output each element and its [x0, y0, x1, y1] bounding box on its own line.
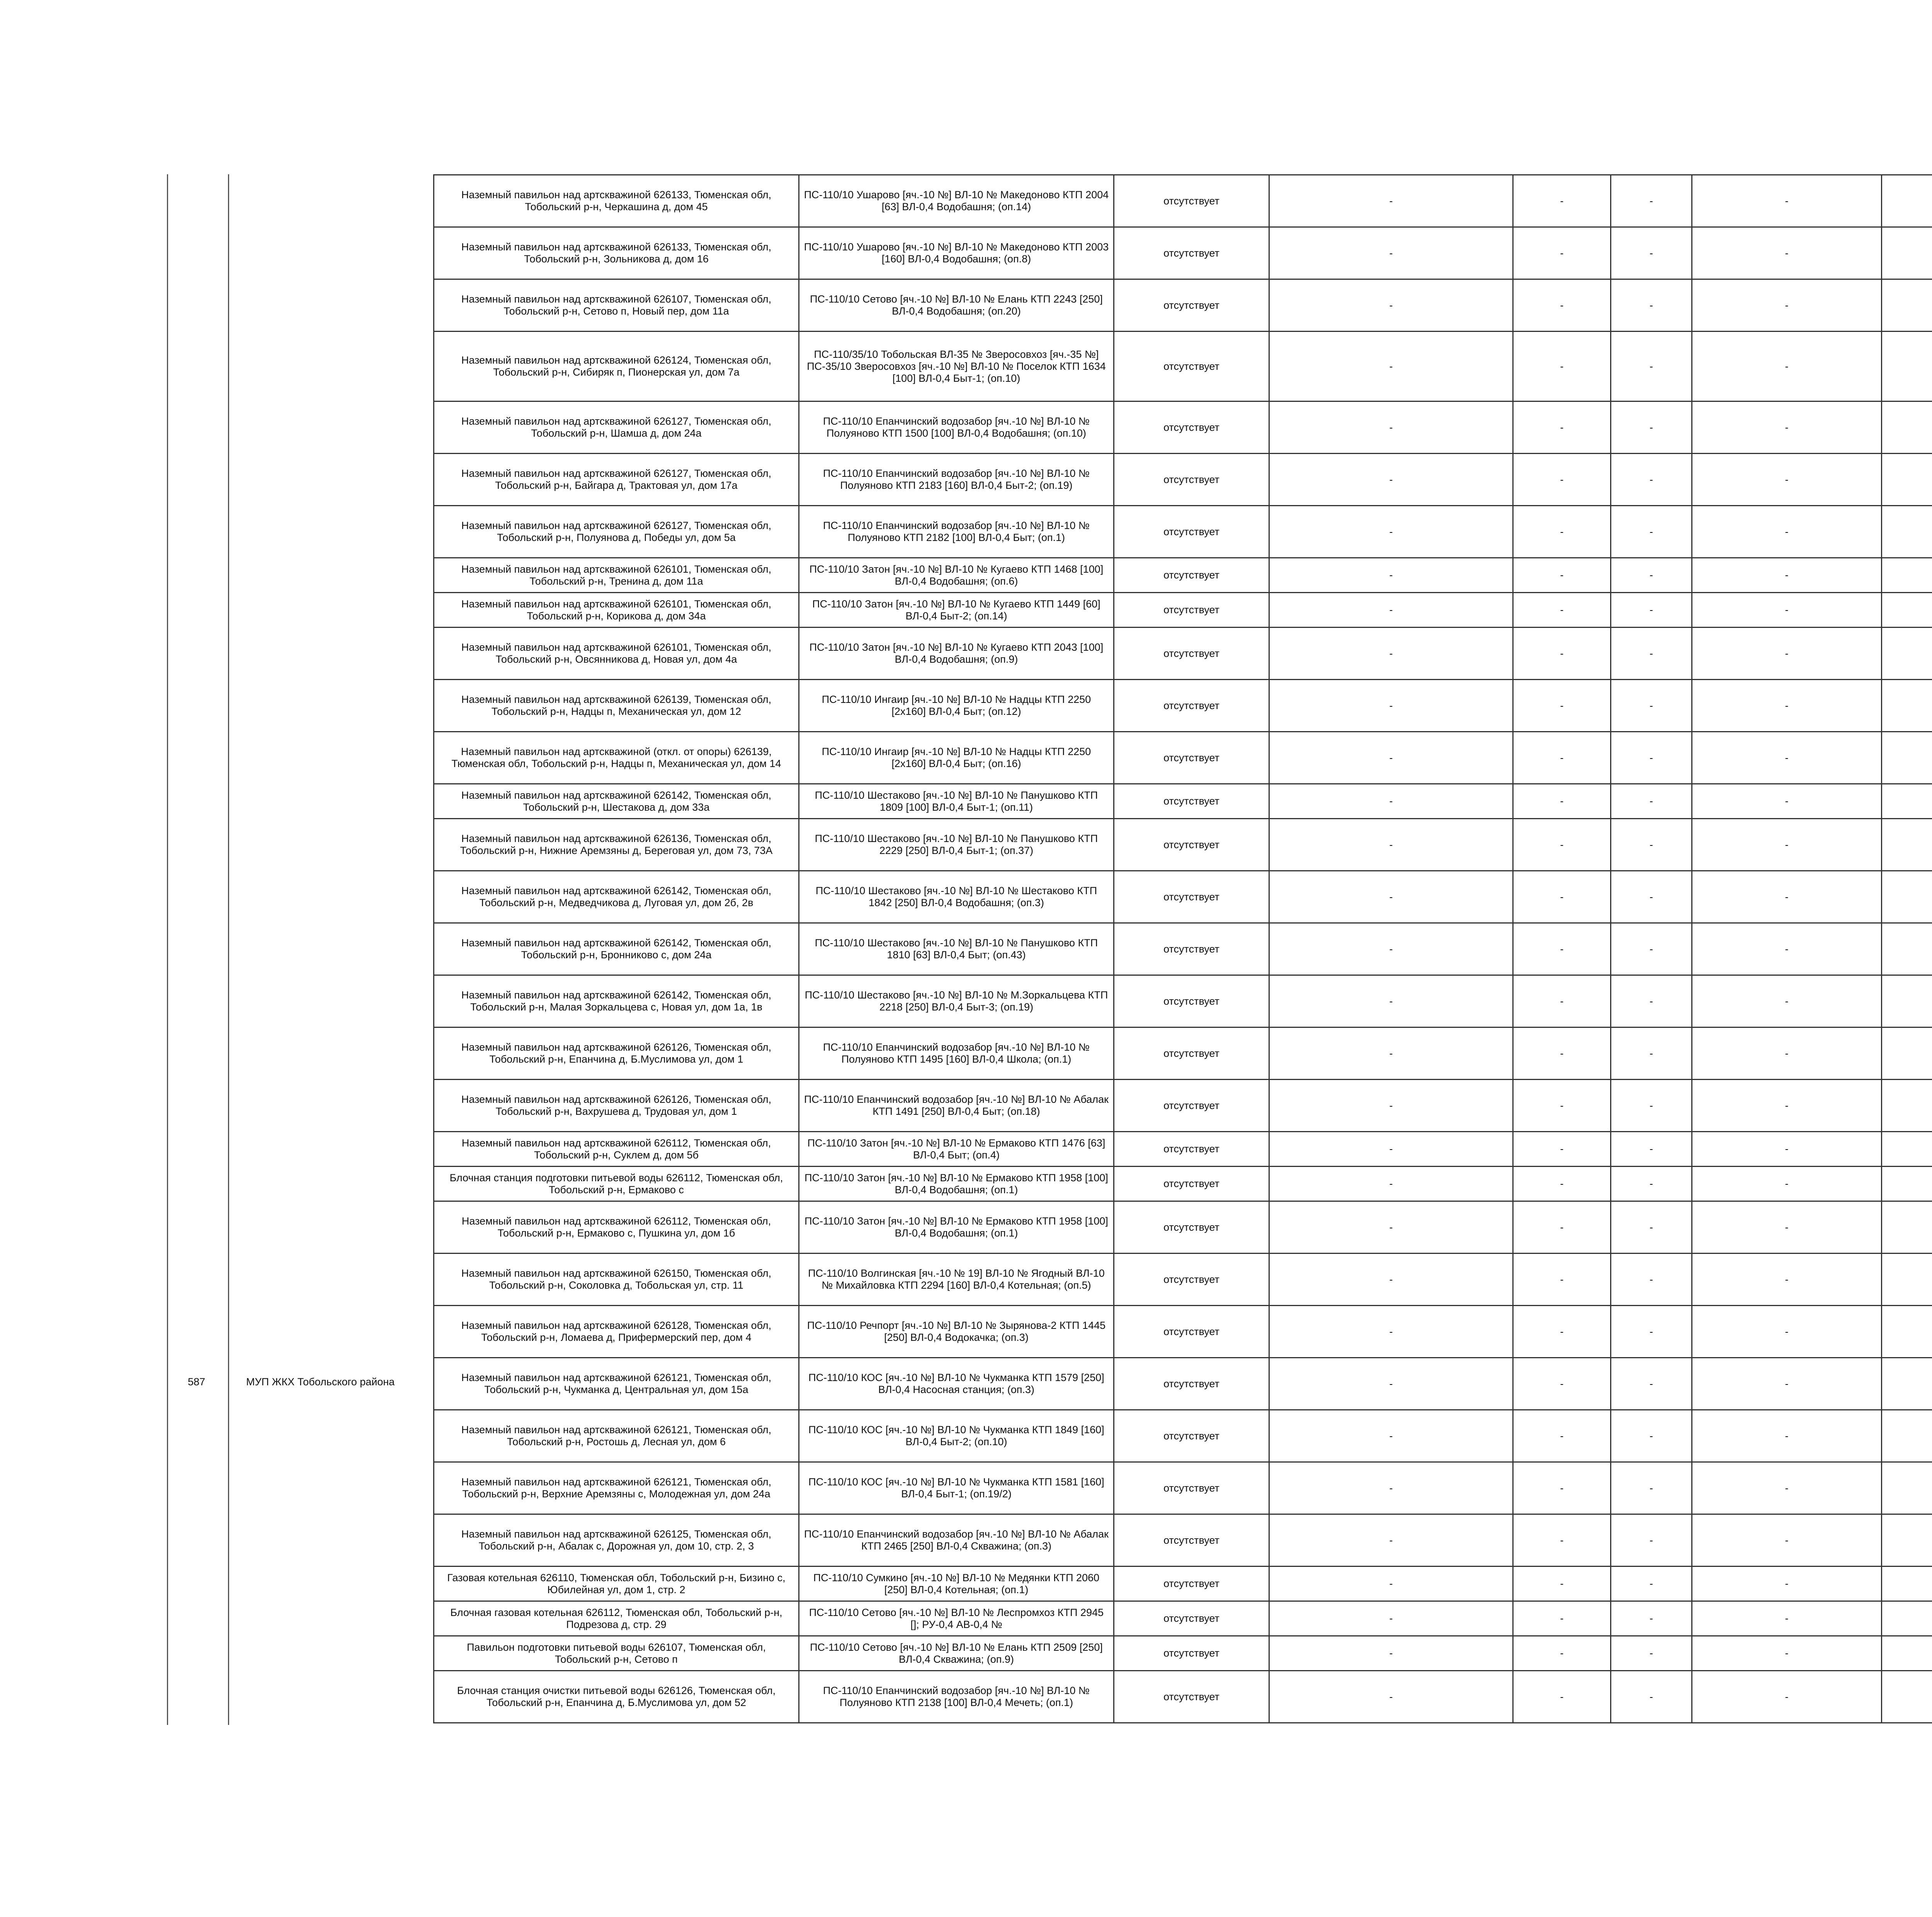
empty-value-cell: - [1692, 1201, 1882, 1254]
empty-value-cell: - [1269, 784, 1513, 819]
empty-value-cell: - [1269, 1080, 1513, 1132]
empty-value-cell [1882, 1358, 1932, 1410]
supply-cell: ПС-110/10 Речпорт [яч.-10 №] ВЛ-10 № Зырянова-2 КТП 1445 [250] ВЛ-0,4 Водокачка; (оп.3) [799, 1306, 1114, 1358]
empty-value-cell: - [1692, 1358, 1882, 1410]
empty-value-cell [1882, 1167, 1932, 1201]
empty-value-cell [1882, 1601, 1932, 1636]
supply-cell: ПС-110/10 Шестаково [яч.-10 №] ВЛ-10 № Шестаково КТП 1842 [250] ВЛ-0,4 Водобашня; (оп.3) [799, 871, 1114, 923]
empty-value-cell: - [1269, 1358, 1513, 1410]
empty-value-cell [1882, 819, 1932, 871]
object-cell: Наземный павильон над артскважиной 626142, Тюменская обл, Тобольский р-н, Бронниково с, дом 24а [434, 923, 799, 975]
empty-value-cell: - [1692, 279, 1882, 332]
empty-value-cell: - [1513, 1254, 1611, 1306]
table-row [434, 1462, 1932, 1514]
empty-value-cell: - [1692, 506, 1882, 558]
empty-value-cell: - [1611, 1132, 1692, 1167]
supply-cell: ПС-110/35/10 Тобольская ВЛ-35 № Зверосовхоз [яч.-35 №] ПС-35/10 Зверосовхоз [яч.-10 №] ВЛ-10 № Поселок КТП 1634 [100] ВЛ-0,4 Быт-1; (оп.10) [799, 332, 1114, 401]
supply-cell: ПС-110/10 Епанчинский водозабор [яч.-10 №] ВЛ-10 № Полуяново КТП 1495 [160] ВЛ-0,4 Школа; (оп.1) [799, 1027, 1114, 1080]
supply-cell: ПС-110/10 КОС [яч.-10 №] ВЛ-10 № Чукманка КТП 1579 [250] ВЛ-0,4 Насосная станция; (оп.3) [799, 1358, 1114, 1410]
empty-value-cell [1882, 1671, 1932, 1723]
table-row [434, 1636, 1932, 1671]
status-cell: отсутствует [1114, 923, 1269, 975]
empty-value-cell: - [1692, 1306, 1882, 1358]
empty-value-cell: - [1611, 1201, 1692, 1254]
status-cell: отсутствует [1114, 558, 1269, 593]
empty-value-cell: - [1269, 332, 1513, 401]
empty-value-cell: - [1269, 1567, 1513, 1601]
status-cell: отсутствует [1114, 871, 1269, 923]
supply-cell: ПС-110/10 Затон [яч.-10 №] ВЛ-10 № Кугаево КТП 2043 [100] ВЛ-0,4 Водобашня; (оп.9) [799, 628, 1114, 680]
table-row [434, 1358, 1932, 1410]
supply-cell: ПС-110/10 Затон [яч.-10 №] ВЛ-10 № Ермаково КТП 1958 [100] ВЛ-0,4 Водобашня; (оп.1) [799, 1201, 1114, 1254]
empty-value-cell: - [1513, 680, 1611, 732]
status-cell: отсутствует [1114, 454, 1269, 506]
empty-value-cell [1882, 454, 1932, 506]
empty-value-cell: - [1269, 1201, 1513, 1254]
supply-cell: ПС-110/10 Затон [яч.-10 №] ВЛ-10 № Кугаево КТП 1468 [100] ВЛ-0,4 Водобашня; (оп.6) [799, 558, 1114, 593]
status-cell: отсутствует [1114, 506, 1269, 558]
empty-value-cell [1882, 871, 1932, 923]
empty-value-cell: - [1611, 923, 1692, 975]
empty-value-cell: - [1269, 732, 1513, 784]
supply-cell: ПС-110/10 Сетово [яч.-10 №] ВЛ-10 № Елань КТП 2243 [250] ВЛ-0,4 Водобашня; (оп.20) [799, 279, 1114, 332]
empty-value-cell [1882, 628, 1932, 680]
table-row [434, 1671, 1932, 1723]
object-cell: Блочная станция очистки питьевой воды 626126, Тюменская обл, Тобольский р-н, Епанчина д, Б.Муслимова ул, дом 52 [434, 1671, 799, 1723]
empty-value-cell: - [1692, 332, 1882, 401]
table-row [434, 1167, 1932, 1201]
empty-value-cell: - [1269, 1410, 1513, 1462]
column-divider-line [228, 174, 229, 1725]
empty-value-cell: - [1513, 732, 1611, 784]
status-cell: отсутствует [1114, 593, 1269, 628]
empty-value-cell: - [1692, 1254, 1882, 1306]
empty-value-cell: - [1692, 819, 1882, 871]
empty-value-cell: - [1692, 871, 1882, 923]
object-cell: Наземный павильон над артскважиной 626128, Тюменская обл, Тобольский р-н, Ломаева д, Прифермерский пер, дом 4 [434, 1306, 799, 1358]
empty-value-cell: - [1692, 1601, 1882, 1636]
empty-value-cell: - [1611, 871, 1692, 923]
table-row [434, 732, 1932, 784]
empty-value-cell: - [1611, 1671, 1692, 1723]
object-cell: Наземный павильон над артскважиной 626101, Тюменская обл, Тобольский р-н, Корикова д, дом 34а [434, 593, 799, 628]
empty-value-cell [1882, 1027, 1932, 1080]
empty-value-cell: - [1513, 1132, 1611, 1167]
empty-value-cell [1882, 1201, 1932, 1254]
table-row [434, 1254, 1932, 1306]
empty-value-cell: - [1692, 680, 1882, 732]
supply-cell: ПС-110/10 Ушарово [яч.-10 №] ВЛ-10 № Македоново КТП 2003 [160] ВЛ-0,4 Водобашня; (оп.8) [799, 227, 1114, 279]
empty-value-cell: - [1269, 819, 1513, 871]
object-cell: Наземный павильон над артскважиной 626127, Тюменская обл, Тобольский р-н, Шамша д, дом 24а [434, 401, 799, 454]
empty-value-cell: - [1692, 1671, 1882, 1723]
empty-value-cell: - [1692, 923, 1882, 975]
status-cell: отсутствует [1114, 1567, 1269, 1601]
empty-value-cell: - [1692, 975, 1882, 1027]
empty-value-cell: - [1269, 680, 1513, 732]
empty-value-cell: - [1611, 1636, 1692, 1671]
empty-value-cell: - [1692, 732, 1882, 784]
empty-value-cell: - [1692, 454, 1882, 506]
empty-value-cell: - [1513, 1514, 1611, 1567]
empty-value-cell [1882, 975, 1932, 1027]
empty-value-cell: - [1269, 1671, 1513, 1723]
empty-value-cell: - [1611, 506, 1692, 558]
table-row [434, 558, 1932, 593]
empty-value-cell: - [1269, 628, 1513, 680]
empty-value-cell: - [1692, 1567, 1882, 1601]
status-cell: отсутствует [1114, 1462, 1269, 1514]
object-cell: Блочная газовая котельная 626112, Тюменская обл, Тобольский р-н, Подрезова д, стр. 29 [434, 1601, 799, 1636]
table-row [434, 227, 1932, 279]
supply-cell: ПС-110/10 Шестаково [яч.-10 №] ВЛ-10 № Панушково КТП 1810 [63] ВЛ-0,4 Быт; (оп.43) [799, 923, 1114, 975]
empty-value-cell: - [1513, 401, 1611, 454]
empty-value-cell: - [1513, 975, 1611, 1027]
status-cell: отсутствует [1114, 1514, 1269, 1567]
status-cell: отсутствует [1114, 1254, 1269, 1306]
empty-value-cell: - [1611, 454, 1692, 506]
status-cell: отсутствует [1114, 680, 1269, 732]
empty-value-cell: - [1269, 923, 1513, 975]
empty-value-cell: - [1611, 1567, 1692, 1601]
empty-value-cell: - [1692, 175, 1882, 227]
table-row [434, 279, 1932, 332]
object-cell: Блочная станция подготовки питьевой воды 626112, Тюменская обл, Тобольский р-н, Ермаково с [434, 1167, 799, 1201]
empty-value-cell: - [1513, 1567, 1611, 1601]
empty-value-cell: - [1611, 1514, 1692, 1567]
object-cell: Наземный павильон над артскважиной 626107, Тюменская обл, Тобольский р-н, Сетово п, Новый пер, дом 11а [434, 279, 799, 332]
empty-value-cell: - [1611, 732, 1692, 784]
empty-value-cell: - [1513, 923, 1611, 975]
supply-cell: ПС-110/10 Ушарово [яч.-10 №] ВЛ-10 № Македоново КТП 2004 [63] ВЛ-0,4 Водобашня; (оп.14) [799, 175, 1114, 227]
status-cell: отсутствует [1114, 279, 1269, 332]
empty-value-cell [1882, 784, 1932, 819]
table-body [434, 175, 1932, 1723]
empty-value-cell [1882, 923, 1932, 975]
empty-value-cell: - [1513, 1410, 1611, 1462]
empty-value-cell: - [1513, 1601, 1611, 1636]
empty-value-cell: - [1692, 593, 1882, 628]
empty-value-cell: - [1513, 1080, 1611, 1132]
empty-value-cell: - [1269, 227, 1513, 279]
supply-cell: ПС-110/10 Шестаково [яч.-10 №] ВЛ-10 № М.Зоркальцева КТП 2218 [250] ВЛ-0,4 Быт-3; (оп.19) [799, 975, 1114, 1027]
empty-value-cell [1882, 732, 1932, 784]
table-row [434, 1132, 1932, 1167]
empty-value-cell [1882, 680, 1932, 732]
empty-value-cell: - [1611, 1306, 1692, 1358]
empty-value-cell: - [1269, 871, 1513, 923]
empty-value-cell [1882, 1080, 1932, 1132]
empty-value-cell [1882, 1132, 1932, 1167]
empty-value-cell: - [1692, 227, 1882, 279]
empty-value-cell: - [1269, 279, 1513, 332]
empty-value-cell: - [1611, 279, 1692, 332]
empty-value-cell: - [1513, 506, 1611, 558]
status-cell: отсутствует [1114, 1601, 1269, 1636]
row-number: 587 [188, 1376, 206, 1388]
empty-value-cell: - [1611, 1080, 1692, 1132]
table-row [434, 975, 1932, 1027]
supply-cell: ПС-110/10 Сумкино [яч.-10 №] ВЛ-10 № Медянки КТП 2060 [250] ВЛ-0,4 Котельная; (оп.1) [799, 1567, 1114, 1601]
empty-value-cell: - [1269, 1462, 1513, 1514]
empty-value-cell: - [1269, 1601, 1513, 1636]
empty-value-cell: - [1611, 1167, 1692, 1201]
supply-cell: ПС-110/10 Ингаир [яч.-10 №] ВЛ-10 № Надцы КТП 2250 [2х160] ВЛ-0,4 Быт; (оп.16) [799, 732, 1114, 784]
supply-cell: ПС-110/10 Епанчинский водозабор [яч.-10 №] ВЛ-10 № Полуяново КТП 1500 [100] ВЛ-0,4 Водобашня; (оп.10) [799, 401, 1114, 454]
empty-value-cell: - [1513, 1358, 1611, 1410]
object-cell: Наземный павильон над артскважиной 626139, Тюменская обл, Тобольский р-н, Надцы п, Механическая ул, дом 12 [434, 680, 799, 732]
supply-cell: ПС-110/10 Волгинская [яч.-10 № 19] ВЛ-10 № Ягодный ВЛ-10 № Михайловка КТП 2294 [160] ВЛ-0,4 Котельная; (оп.5) [799, 1254, 1114, 1306]
empty-value-cell: - [1611, 1462, 1692, 1514]
supply-cell: ПС-110/10 Затон [яч.-10 №] ВЛ-10 № Ермаково КТП 1476 [63] ВЛ-0,4 Быт; (оп.4) [799, 1132, 1114, 1167]
table-row [434, 871, 1932, 923]
table-row [434, 454, 1932, 506]
object-cell: Наземный павильон над артскважиной 626112, Тюменская обл, Тобольский р-н, Ермаково с, Пушкина ул, дом 1б [434, 1201, 799, 1254]
empty-value-cell: - [1513, 1306, 1611, 1358]
status-cell: отсутствует [1114, 401, 1269, 454]
empty-value-cell: - [1513, 1462, 1611, 1514]
object-cell: Наземный павильон над артскважиной 626133, Тюменская обл, Тобольский р-н, Черкашина д, дом 45 [434, 175, 799, 227]
table-row [434, 175, 1932, 227]
object-cell: Наземный павильон над артскважиной 626121, Тюменская обл, Тобольский р-н, Верхние Аремзяны с, Молодежная ул, дом 24а [434, 1462, 799, 1514]
table-row [434, 784, 1932, 819]
supply-cell: ПС-110/10 Епанчинский водозабор [яч.-10 №] ВЛ-10 № Абалак КТП 2465 [250] ВЛ-0,4 Скважина; (оп.3) [799, 1514, 1114, 1567]
table-row [434, 1567, 1932, 1601]
empty-value-cell: - [1692, 1167, 1882, 1201]
status-cell: отсутствует [1114, 1636, 1269, 1671]
table-row [434, 1306, 1932, 1358]
empty-value-cell: - [1611, 1254, 1692, 1306]
table-row [434, 680, 1932, 732]
empty-value-cell: - [1611, 558, 1692, 593]
empty-value-cell: - [1611, 1601, 1692, 1636]
empty-value-cell: - [1692, 558, 1882, 593]
table-row [434, 923, 1932, 975]
table-row [434, 1080, 1932, 1132]
empty-value-cell: - [1269, 1167, 1513, 1201]
empty-value-cell [1882, 1514, 1932, 1567]
empty-value-cell: - [1513, 227, 1611, 279]
empty-value-cell [1882, 227, 1932, 279]
empty-value-cell [1882, 558, 1932, 593]
object-cell: Наземный павильон над артскважиной (откл. от опоры) 626139, Тюменская обл, Тобольский р-н, Надцы п, Механическая ул, дом 14 [434, 732, 799, 784]
empty-value-cell: - [1269, 593, 1513, 628]
empty-value-cell: - [1692, 1410, 1882, 1462]
object-cell: Наземный павильон над артскважиной 626126, Тюменская обл, Тобольский р-н, Вахрушева д, Трудовая ул, дом 1 [434, 1080, 799, 1132]
empty-value-cell: - [1611, 227, 1692, 279]
empty-value-cell [1882, 279, 1932, 332]
supply-cell: ПС-110/10 КОС [яч.-10 №] ВЛ-10 № Чукманка КТП 1849 [160] ВЛ-0,4 Быт-2; (оп.10) [799, 1410, 1114, 1462]
empty-value-cell: - [1692, 1080, 1882, 1132]
empty-value-cell: - [1513, 1636, 1611, 1671]
empty-value-cell: - [1692, 1636, 1882, 1671]
empty-value-cell: - [1269, 175, 1513, 227]
supply-cell: ПС-110/10 Епанчинский водозабор [яч.-10 №] ВЛ-10 № Абалак КТП 1491 [250] ВЛ-0,4 Быт; (оп.18) [799, 1080, 1114, 1132]
empty-value-cell: - [1269, 1636, 1513, 1671]
status-cell: отсутствует [1114, 819, 1269, 871]
empty-value-cell: - [1269, 1254, 1513, 1306]
status-cell: отсутствует [1114, 1167, 1269, 1201]
table-row [434, 593, 1932, 628]
empty-value-cell: - [1513, 593, 1611, 628]
object-cell: Наземный павильон над артскважиной 626101, Тюменская обл, Тобольский р-н, Овсянникова д, Новая ул, дом 4а [434, 628, 799, 680]
object-cell: Газовая котельная 626110, Тюменская обл, Тобольский р-н, Бизино с, Юбилейная ул, дом 1, стр. 2 [434, 1567, 799, 1601]
empty-value-cell: - [1513, 558, 1611, 593]
supply-cell: ПС-110/10 Ингаир [яч.-10 №] ВЛ-10 № Надцы КТП 2250 [2х160] ВЛ-0,4 Быт; (оп.12) [799, 680, 1114, 732]
empty-value-cell: - [1611, 628, 1692, 680]
table-row [434, 401, 1932, 454]
supply-cell: ПС-110/10 Шестаково [яч.-10 №] ВЛ-10 № Панушково КТП 2229 [250] ВЛ-0,4 Быт-1; (оп.37) [799, 819, 1114, 871]
empty-value-cell: - [1269, 558, 1513, 593]
empty-value-cell: - [1692, 1027, 1882, 1080]
empty-value-cell: - [1611, 593, 1692, 628]
object-cell: Наземный павильон над артскважиной 626136, Тюменская обл, Тобольский р-н, Нижние Аремзяны д, Береговая ул, дом 73, 73А [434, 819, 799, 871]
empty-value-cell: - [1513, 1201, 1611, 1254]
data-table [433, 174, 1932, 1723]
status-cell: отсутствует [1114, 732, 1269, 784]
status-cell: отсутствует [1114, 1201, 1269, 1254]
table-row [434, 819, 1932, 871]
object-cell: Наземный павильон над артскважиной 626121, Тюменская обл, Тобольский р-н, Чукманка д, Центральная ул, дом 15а [434, 1358, 799, 1410]
empty-value-cell [1882, 1254, 1932, 1306]
table-row [434, 1601, 1932, 1636]
empty-value-cell: - [1513, 175, 1611, 227]
status-cell: отсутствует [1114, 1306, 1269, 1358]
status-cell: отсутствует [1114, 628, 1269, 680]
organization-name: МУП ЖКХ Тобольского района [246, 1376, 395, 1388]
empty-value-cell: - [1269, 401, 1513, 454]
empty-value-cell: - [1513, 871, 1611, 923]
table-row [434, 506, 1932, 558]
table-row [434, 628, 1932, 680]
empty-value-cell: - [1611, 175, 1692, 227]
empty-value-cell: - [1692, 1462, 1882, 1514]
supply-cell: ПС-110/10 Епанчинский водозабор [яч.-10 №] ВЛ-10 № Полуяново КТП 2182 [100] ВЛ-0,4 Быт; (оп.1) [799, 506, 1114, 558]
status-cell: отсутствует [1114, 784, 1269, 819]
table-row [434, 1514, 1932, 1567]
empty-value-cell: - [1513, 454, 1611, 506]
empty-value-cell [1882, 401, 1932, 454]
status-cell: отсутствует [1114, 175, 1269, 227]
empty-value-cell: - [1692, 401, 1882, 454]
object-cell: Наземный павильон над артскважиной 626124, Тюменская обл, Тобольский р-н, Сибиряк п, Пионерская ул, дом 7а [434, 332, 799, 401]
empty-value-cell: - [1513, 332, 1611, 401]
supply-cell: ПС-110/10 КОС [яч.-10 №] ВЛ-10 № Чукманка КТП 1581 [160] ВЛ-0,4 Быт-1; (оп.19/2) [799, 1462, 1114, 1514]
supply-cell: ПС-110/10 Шестаково [яч.-10 №] ВЛ-10 № Панушково КТП 1809 [100] ВЛ-0,4 Быт-1; (оп.11) [799, 784, 1114, 819]
status-cell: отсутствует [1114, 975, 1269, 1027]
empty-value-cell: - [1513, 1167, 1611, 1201]
empty-value-cell: - [1611, 819, 1692, 871]
status-cell: отсутствует [1114, 1027, 1269, 1080]
supply-cell: ПС-110/10 Епанчинский водозабор [яч.-10 №] ВЛ-10 № Полуяново КТП 2183 [160] ВЛ-0,4 Быт-2; (оп.19) [799, 454, 1114, 506]
supply-cell: ПС-110/10 Затон [яч.-10 №] ВЛ-10 № Кугаево КТП 1449 [60] ВЛ-0,4 Быт-2; (оп.14) [799, 593, 1114, 628]
empty-value-cell: - [1513, 784, 1611, 819]
object-cell: Наземный павильон над артскважиной 626127, Тюменская обл, Тобольский р-н, Полуянова д, Победы ул, дом 5а [434, 506, 799, 558]
status-cell: отсутствует [1114, 332, 1269, 401]
empty-value-cell: - [1611, 784, 1692, 819]
object-cell: Павильон подготовки питьевой воды 626107, Тюменская обл, Тобольский р-н, Сетово п [434, 1636, 799, 1671]
object-cell: Наземный павильон над артскважиной 626142, Тюменская обл, Тобольский р-н, Шестакова д, дом 33а [434, 784, 799, 819]
empty-value-cell: - [1611, 975, 1692, 1027]
status-cell: отсутствует [1114, 1080, 1269, 1132]
empty-value-cell: - [1692, 628, 1882, 680]
supply-cell: ПС-110/10 Сетово [яч.-10 №] ВЛ-10 № Леспромхоз КТП 2945 []; РУ-0,4 АВ-0,4 № [799, 1601, 1114, 1636]
empty-value-cell: - [1611, 1358, 1692, 1410]
empty-value-cell [1882, 175, 1932, 227]
empty-value-cell [1882, 1636, 1932, 1671]
empty-value-cell [1882, 332, 1932, 401]
table-row [434, 332, 1932, 401]
empty-value-cell: - [1513, 279, 1611, 332]
empty-value-cell: - [1513, 1671, 1611, 1723]
status-cell: отсутствует [1114, 1358, 1269, 1410]
empty-value-cell: - [1269, 454, 1513, 506]
empty-value-cell: - [1513, 1027, 1611, 1080]
supply-cell: ПС-110/10 Затон [яч.-10 №] ВЛ-10 № Ермаково КТП 1958 [100] ВЛ-0,4 Водобашня; (оп.1) [799, 1167, 1114, 1201]
empty-value-cell: - [1692, 1132, 1882, 1167]
object-cell: Наземный павильон над артскважиной 626127, Тюменская обл, Тобольский р-н, Байгара д, Трактовая ул, дом 17а [434, 454, 799, 506]
empty-value-cell [1882, 1306, 1932, 1358]
empty-value-cell: - [1269, 1306, 1513, 1358]
table-row [434, 1027, 1932, 1080]
table-row [434, 1201, 1932, 1254]
status-cell: отсутствует [1114, 1132, 1269, 1167]
status-cell: отсутствует [1114, 227, 1269, 279]
empty-value-cell: - [1611, 1410, 1692, 1462]
empty-value-cell: - [1692, 784, 1882, 819]
empty-value-cell: - [1513, 819, 1611, 871]
object-cell: Наземный павильон над артскважиной 626126, Тюменская обл, Тобольский р-н, Епанчина д, Б.Муслимова ул, дом 1 [434, 1027, 799, 1080]
empty-value-cell: - [1513, 628, 1611, 680]
supply-cell: ПС-110/10 Сетово [яч.-10 №] ВЛ-10 № Елань КТП 2509 [250] ВЛ-0,4 Скважина; (оп.9) [799, 1636, 1114, 1671]
object-cell: Наземный павильон над артскважиной 626112, Тюменская обл, Тобольский р-н, Суклем д, дом 5б [434, 1132, 799, 1167]
empty-value-cell [1882, 1462, 1932, 1514]
table-row [434, 1410, 1932, 1462]
empty-value-cell [1882, 1410, 1932, 1462]
supply-cell: ПС-110/10 Епанчинский водозабор [яч.-10 №] ВЛ-10 № Полуяново КТП 2138 [100] ВЛ-0,4 Мечеть; (оп.1) [799, 1671, 1114, 1723]
object-cell: Наземный павильон над артскважиной 626101, Тюменская обл, Тобольский р-н, Тренина д, дом 11а [434, 558, 799, 593]
empty-value-cell [1882, 1567, 1932, 1601]
empty-value-cell [1882, 506, 1932, 558]
object-cell: Наземный павильон над артскважиной 626142, Тюменская обл, Тобольский р-н, Малая Зоркальцева с, Новая ул, дом 1а, 1в [434, 975, 799, 1027]
object-cell: Наземный павильон над артскважиной 626142, Тюменская обл, Тобольский р-н, Медведчикова д, Луговая ул, дом 2б, 2в [434, 871, 799, 923]
object-cell: Наземный павильон над артскважиной 626133, Тюменская обл, Тобольский р-н, Зольникова д, дом 16 [434, 227, 799, 279]
empty-value-cell: - [1269, 975, 1513, 1027]
object-cell: Наземный павильон над артскважиной 626121, Тюменская обл, Тобольский р-н, Ростошь д, Лесная ул, дом 6 [434, 1410, 799, 1462]
empty-value-cell: - [1692, 1514, 1882, 1567]
empty-value-cell [1882, 593, 1932, 628]
status-cell: отсутствует [1114, 1410, 1269, 1462]
object-cell: Наземный павильон над артскважиной 626125, Тюменская обл, Тобольский р-н, Абалак с, Дорожная ул, дом 10, стр. 2, 3 [434, 1514, 799, 1567]
empty-value-cell: - [1611, 1027, 1692, 1080]
empty-value-cell: - [1269, 1514, 1513, 1567]
status-cell: отсутствует [1114, 1671, 1269, 1723]
empty-value-cell: - [1269, 506, 1513, 558]
empty-value-cell: - [1611, 332, 1692, 401]
empty-value-cell: - [1611, 401, 1692, 454]
left-border-line [167, 174, 168, 1725]
empty-value-cell: - [1269, 1027, 1513, 1080]
empty-value-cell: - [1611, 680, 1692, 732]
empty-value-cell: - [1269, 1132, 1513, 1167]
object-cell: Наземный павильон над артскважиной 626150, Тюменская обл, Тобольский р-н, Соколовка д, Тобольская ул, стр. 11 [434, 1254, 799, 1306]
